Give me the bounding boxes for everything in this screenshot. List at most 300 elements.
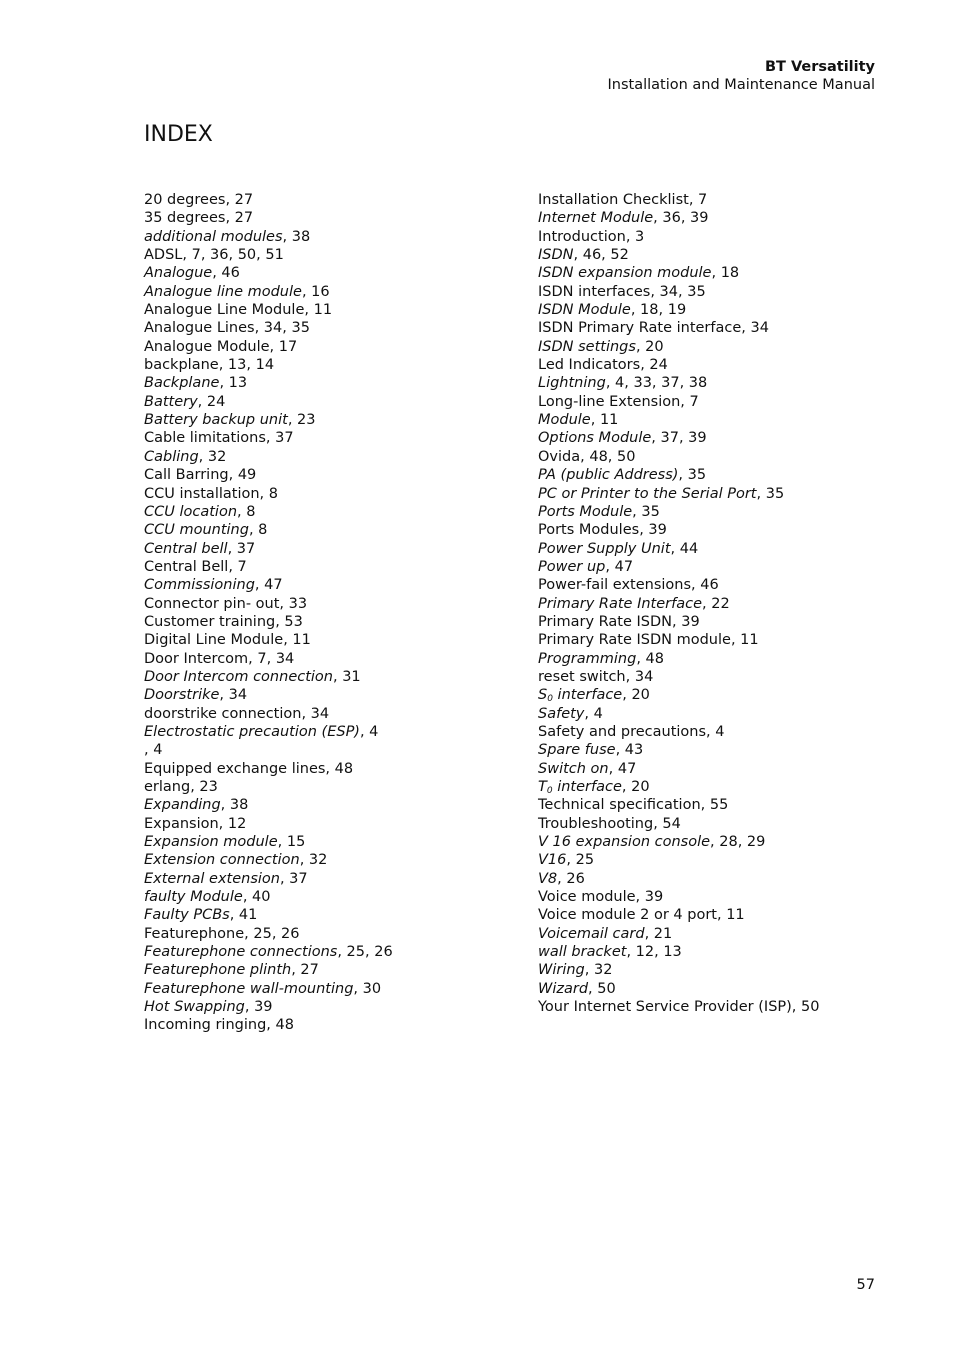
index-term-text: Extension connection (144, 852, 300, 869)
index-term-text: Cable limitations (144, 430, 266, 447)
index-term-text: faulty Module (144, 889, 243, 906)
index-entry (144, 961, 514, 979)
index-term (144, 651, 248, 667)
index-term (538, 449, 580, 465)
index-pages: , 17 (269, 338, 298, 355)
index-term-text: ADSL (144, 247, 183, 264)
index-pages: , 11 (716, 907, 745, 924)
index-entry (538, 998, 918, 1016)
index-term-text: T (538, 779, 547, 795)
index-term-text: Customer training (144, 613, 276, 630)
index-entry (538, 925, 918, 943)
index-entry (144, 209, 514, 227)
index-pages: , 27 (291, 962, 319, 979)
index-term (144, 559, 228, 575)
index-term-text: PC or Printer to the Serial Port (538, 485, 757, 502)
index-pages: , 32 (584, 962, 613, 979)
index-term (538, 504, 632, 520)
index-pages: , 27 (225, 210, 254, 227)
index-entry (538, 301, 918, 319)
index-entry (144, 393, 514, 411)
index-pages: , 20 (621, 779, 650, 795)
index-term (144, 302, 304, 318)
index-term (538, 210, 653, 226)
index-pages: , 37 (279, 870, 308, 887)
index-term (538, 797, 701, 813)
index-entry (538, 246, 918, 264)
index-term-text: Expanding (144, 797, 221, 814)
index-term (144, 412, 288, 428)
index-term-text: Expansion (144, 815, 219, 832)
index-term (144, 247, 182, 263)
index-term (144, 889, 243, 905)
index-entry (538, 356, 918, 374)
index-entry (144, 558, 514, 576)
index-entry (538, 228, 918, 246)
index-entry (538, 833, 918, 851)
index-term (144, 944, 337, 960)
index-entry (538, 466, 918, 484)
index-entry (538, 870, 918, 888)
index-entry (144, 906, 514, 924)
index-entry (144, 485, 514, 503)
index-term (144, 339, 270, 355)
index-pages: , 48 (636, 650, 664, 667)
index-term (538, 907, 717, 923)
index-term (538, 559, 605, 575)
index-pages: , 28, 29 (710, 834, 766, 851)
index-term (538, 999, 792, 1015)
index-entry (538, 429, 918, 447)
index-term (144, 596, 279, 612)
index-entry (538, 319, 918, 337)
index-term-text: Ports Modules (538, 522, 640, 539)
index-pages: , 32 (299, 852, 328, 869)
index-entry (538, 888, 918, 906)
index-term (144, 687, 219, 703)
index-pages: , 11 (304, 302, 333, 319)
index-entry (144, 429, 514, 447)
index-term-text: Technical specification (538, 797, 701, 814)
index-term-text: Safety (538, 705, 585, 722)
index-entry (538, 613, 918, 631)
index-entry (538, 264, 918, 282)
index-pages: , 11 (590, 412, 619, 429)
index-term-text: Analogue line module (144, 283, 302, 300)
index-pages: , 21 (644, 925, 673, 942)
index-term-text: Featurephone (144, 925, 245, 942)
index-entry (538, 393, 918, 411)
index-pages: , 53 (275, 613, 303, 630)
index-entry (538, 485, 918, 503)
index-term-rest: interface (552, 687, 623, 704)
index-entry (538, 668, 918, 686)
index-term (144, 834, 278, 850)
index-entry (538, 283, 918, 301)
index-term-text: Lightning (538, 375, 606, 392)
index-entry (144, 998, 514, 1016)
index-term (538, 394, 680, 410)
index-term (538, 669, 626, 685)
index-pages: , 26 (557, 870, 585, 887)
index-pages: , 16 (301, 283, 330, 300)
index-entry (538, 503, 918, 521)
index-term (538, 981, 588, 997)
index-term (144, 907, 230, 923)
index-term (144, 871, 280, 887)
index-term (144, 265, 212, 281)
index-entry (538, 778, 918, 796)
index-term (144, 522, 249, 538)
index-term-text: V8 (538, 870, 558, 887)
index-term-text: Analogue Module (144, 338, 270, 355)
index-pages: , 8 (259, 485, 278, 502)
index-term-rest: interface (552, 779, 622, 795)
index-pages: , 25 (566, 852, 595, 869)
index-term (144, 669, 333, 685)
index-pages: , 24 (197, 393, 226, 410)
index-pages: , 11 (730, 632, 759, 649)
index-term-text: Power Supply Unit (538, 540, 671, 557)
index-term-text: Featurephone wall-mounting (144, 980, 354, 997)
index-term (144, 357, 219, 373)
index-term (538, 229, 626, 245)
index-term-text: doorstrike connection (144, 705, 302, 722)
index-entry (538, 796, 918, 814)
index-pages: , 40 (242, 889, 271, 906)
index-pages: , 23 (190, 779, 218, 795)
index-term-text: V 16 expansion console (538, 834, 711, 851)
index-pages: , 49 (228, 467, 257, 484)
index-term (144, 761, 325, 777)
index-pages: , 46 (691, 577, 719, 594)
index-entry (144, 246, 514, 264)
index-term (538, 871, 557, 887)
index-term-text: Introduction (538, 228, 626, 245)
index-term-text: 20 degrees (144, 192, 226, 208)
index-pages: , 7 (688, 192, 708, 208)
index-entry (144, 833, 514, 851)
index-entry (538, 815, 918, 833)
index-term-text: Primary Rate Interface (538, 595, 702, 612)
index-entry (538, 906, 918, 924)
index-term (538, 486, 757, 502)
index-pages: , 47 (608, 760, 637, 777)
index-pages: , 36, 39 (653, 210, 709, 227)
index-pages: , 34 (625, 668, 654, 685)
index-entry (538, 851, 918, 869)
index-term-text: additional modules (144, 228, 283, 245)
header-subtitle: Installation and Maintenance Manual (607, 77, 875, 93)
index-term (538, 247, 574, 263)
index-pages: , 37 (265, 430, 294, 447)
index-term-text: Featurephone plinth (144, 962, 292, 979)
index-term-text: Digital Line Module (144, 632, 284, 649)
index-entry (144, 576, 514, 594)
index-term (538, 596, 702, 612)
index-term-text: Faulty PCBs (144, 907, 230, 924)
index-term (538, 834, 710, 850)
index-term-text: ISDN settings (538, 338, 636, 355)
index-term (538, 852, 566, 868)
index-term (144, 486, 260, 502)
index-term-text: Wizard (538, 980, 589, 997)
index-term (144, 852, 300, 868)
index-term-subscript: 0 (546, 786, 553, 796)
index-term (538, 816, 653, 832)
index-pages: , 37 (227, 540, 256, 557)
index-pages: , 8 (248, 522, 268, 539)
index-entry (144, 760, 514, 778)
index-term-text: CCU mounting (144, 522, 249, 539)
index-term (538, 724, 706, 740)
index-pages: , 4 (706, 723, 725, 740)
index-pages: , 44 (670, 540, 699, 557)
index-pages: , 12 (218, 815, 247, 832)
index-pages: , 39 (635, 889, 664, 906)
index-term (144, 706, 301, 722)
index-term (144, 284, 302, 300)
index-entry (144, 301, 514, 319)
index-term-text: wall bracket (538, 944, 627, 961)
index-term-text: CCU location (144, 503, 238, 520)
index-pages: , 30 (353, 980, 382, 997)
index-pages: , 38 (282, 228, 311, 245)
index-pages: , 18, 19 (630, 302, 687, 319)
index-pages: , 34, 35 (650, 283, 706, 300)
index-term-text: Voice module 2 or 4 port (538, 907, 717, 924)
index-term-text: Incoming ringing (144, 1017, 267, 1034)
index-entry (538, 374, 918, 392)
index-term (538, 577, 691, 593)
index-entry (538, 760, 918, 778)
index-term (144, 1017, 266, 1033)
index-entry (144, 374, 514, 392)
index-pages: , 7 (228, 558, 247, 575)
index-term-text: Wiring (538, 962, 585, 979)
index-pages: , 4 (584, 705, 603, 722)
index-term-text: Analogue Lines (144, 320, 255, 337)
index-entry (144, 411, 514, 429)
index-pages: , 50 (791, 999, 820, 1016)
index-entry (144, 741, 514, 759)
index-pages: , 33 (279, 595, 308, 612)
index-entry (538, 558, 918, 576)
index-term (144, 724, 360, 740)
index-term-subscript: 0 (547, 694, 553, 705)
index-pages: , 41 (229, 907, 258, 924)
index-term (144, 210, 225, 226)
index-term (538, 944, 626, 960)
index-term (538, 706, 584, 722)
index-term (538, 962, 585, 978)
index-entry (144, 283, 514, 301)
index-term-text: S (538, 687, 548, 704)
index-term-text: Internet Module (538, 210, 654, 227)
index-pages: , 48, 50 (580, 448, 636, 465)
index-term (538, 522, 639, 538)
index-pages: , 35 (632, 503, 660, 520)
index-pages: , 35 (756, 485, 785, 502)
index-term-text: erlang (144, 779, 191, 795)
index-term (538, 632, 731, 648)
index-pages: , 47 (605, 558, 634, 575)
index-term-text: 35 degrees (144, 210, 226, 227)
index-pages: , 54 (653, 815, 681, 832)
index-pages: , 4, 33, 37, 38 (605, 375, 708, 392)
index-pages: , 20 (622, 687, 650, 704)
index-term (538, 761, 609, 777)
index-term (538, 192, 689, 208)
index-term (538, 357, 640, 373)
index-term-text: Options Module (538, 430, 652, 447)
index-term (538, 926, 645, 942)
index-term (538, 651, 636, 667)
index-entry (144, 851, 514, 869)
index-term-text: External extension (144, 870, 280, 887)
running-header (608, 58, 876, 94)
index-entry (538, 338, 918, 356)
index-term-text: Voice module (538, 889, 636, 906)
index-term-text: Doorstrike (144, 687, 220, 704)
index-pages: , 37, 39 (651, 430, 707, 447)
index-pages: , 48 (266, 1017, 294, 1034)
index-entry (144, 503, 514, 521)
page-title: INDEX (144, 122, 213, 147)
index-entry (538, 961, 918, 979)
index-term (144, 430, 266, 446)
index-term-text: Connector pin- out (144, 595, 280, 612)
index-pages: , 39 (672, 613, 700, 630)
index-term-text: Featurephone connections (144, 944, 338, 961)
index-entry (144, 613, 514, 631)
index-term-text: V16 (538, 852, 567, 869)
index-term (538, 412, 591, 428)
index-term (538, 687, 622, 703)
index-pages: , 46 (212, 265, 240, 282)
index-entry (144, 191, 514, 209)
index-pages: , 50 (588, 980, 616, 997)
index-pages: , 7, 36, 50, 51 (182, 247, 284, 264)
index-pages: , 4 (144, 742, 163, 759)
index-term-text: Led Indicators (538, 357, 641, 374)
index-entry (538, 980, 918, 998)
index-pages: , 13, 14 (218, 357, 275, 374)
index-pages: , 8 (237, 503, 256, 520)
index-term-text: Backplane (144, 375, 220, 392)
index-entry (538, 650, 918, 668)
index-entry (144, 723, 514, 741)
index-pages: , 11 (283, 632, 311, 649)
index-entry (538, 576, 918, 594)
index-pages: , 46, 52 (573, 247, 629, 264)
index-term-text: Analogue Line Module (144, 302, 305, 319)
index-pages: , 24 (640, 357, 668, 374)
index-term (144, 320, 255, 336)
index-term-text: ISDN expansion module (538, 265, 712, 282)
index-entry (144, 943, 514, 961)
index-pages: , 22 (702, 595, 730, 612)
index-entry (538, 631, 918, 649)
index-term-text: Analogue (144, 265, 213, 282)
index-pages: , 25, 26 (244, 925, 300, 942)
index-term (144, 449, 199, 465)
index-term (144, 962, 291, 978)
index-term (538, 284, 650, 300)
index-term (144, 541, 228, 557)
index-pages: , 32 (198, 448, 227, 465)
index-term-text: Safety and precautions (538, 723, 707, 740)
index-entry (144, 925, 514, 943)
index-term-text: Troubleshooting (538, 815, 654, 832)
index-term-text: Hot Swapping (144, 999, 245, 1016)
index-pages: , 31 (332, 668, 361, 685)
index-entry (144, 668, 514, 686)
index-term (144, 229, 283, 245)
index-term-text: Commissioning (144, 577, 255, 594)
index-term (144, 614, 275, 630)
index-term-text: reset switch (538, 668, 626, 685)
index-term-text: Power up (538, 558, 606, 575)
index-term (144, 779, 190, 795)
index-term (144, 797, 221, 813)
index-pages: , 39 (639, 522, 667, 539)
index-entry (538, 191, 918, 209)
index-entry (144, 595, 514, 613)
index-pages: , 13 (219, 375, 248, 392)
index-entry (538, 723, 918, 741)
index-term (538, 541, 671, 557)
index-term-text: backplane (144, 357, 219, 374)
index-pages: , 18 (711, 265, 740, 282)
index-term (144, 999, 245, 1015)
index-term (144, 816, 219, 832)
index-entry (144, 815, 514, 833)
index-pages: , 34 (301, 705, 330, 722)
index-term-text: Central Bell (144, 558, 229, 575)
index-entry (538, 448, 918, 466)
index-term (144, 504, 237, 520)
index-term-text: ISDN (538, 247, 574, 264)
index-term-text: Power-fail extensions (538, 577, 692, 594)
index-term-text: Long-line Extension (538, 393, 681, 410)
index-entry (144, 870, 514, 888)
index-entry (144, 778, 514, 796)
index-term (538, 889, 636, 905)
index-term (538, 320, 741, 336)
index-entry (538, 705, 918, 723)
index-pages: , 34 (219, 687, 248, 704)
index-term-text: Ports Module (538, 503, 633, 520)
index-pages: , 4 (359, 723, 379, 740)
index-term-text: Battery (144, 393, 198, 410)
index-term-text: Battery backup unit (144, 412, 288, 429)
index-pages: , 25, 26 (337, 944, 393, 961)
index-pages: , 3 (625, 228, 645, 245)
index-entry (144, 356, 514, 374)
index-pages: , 47 (254, 577, 283, 594)
index-term (538, 614, 672, 630)
index-term-text: ISDN Primary Rate interface (538, 320, 742, 337)
index-pages: , 38 (220, 797, 249, 814)
index-term-text: Switch on (538, 760, 609, 777)
index-pages: , 39 (244, 999, 273, 1016)
index-term-text: Door Intercom (144, 650, 249, 667)
index-entry (144, 686, 514, 704)
index-entry (144, 338, 514, 356)
index-pages: , 35 (678, 467, 707, 484)
index-term (538, 375, 606, 391)
